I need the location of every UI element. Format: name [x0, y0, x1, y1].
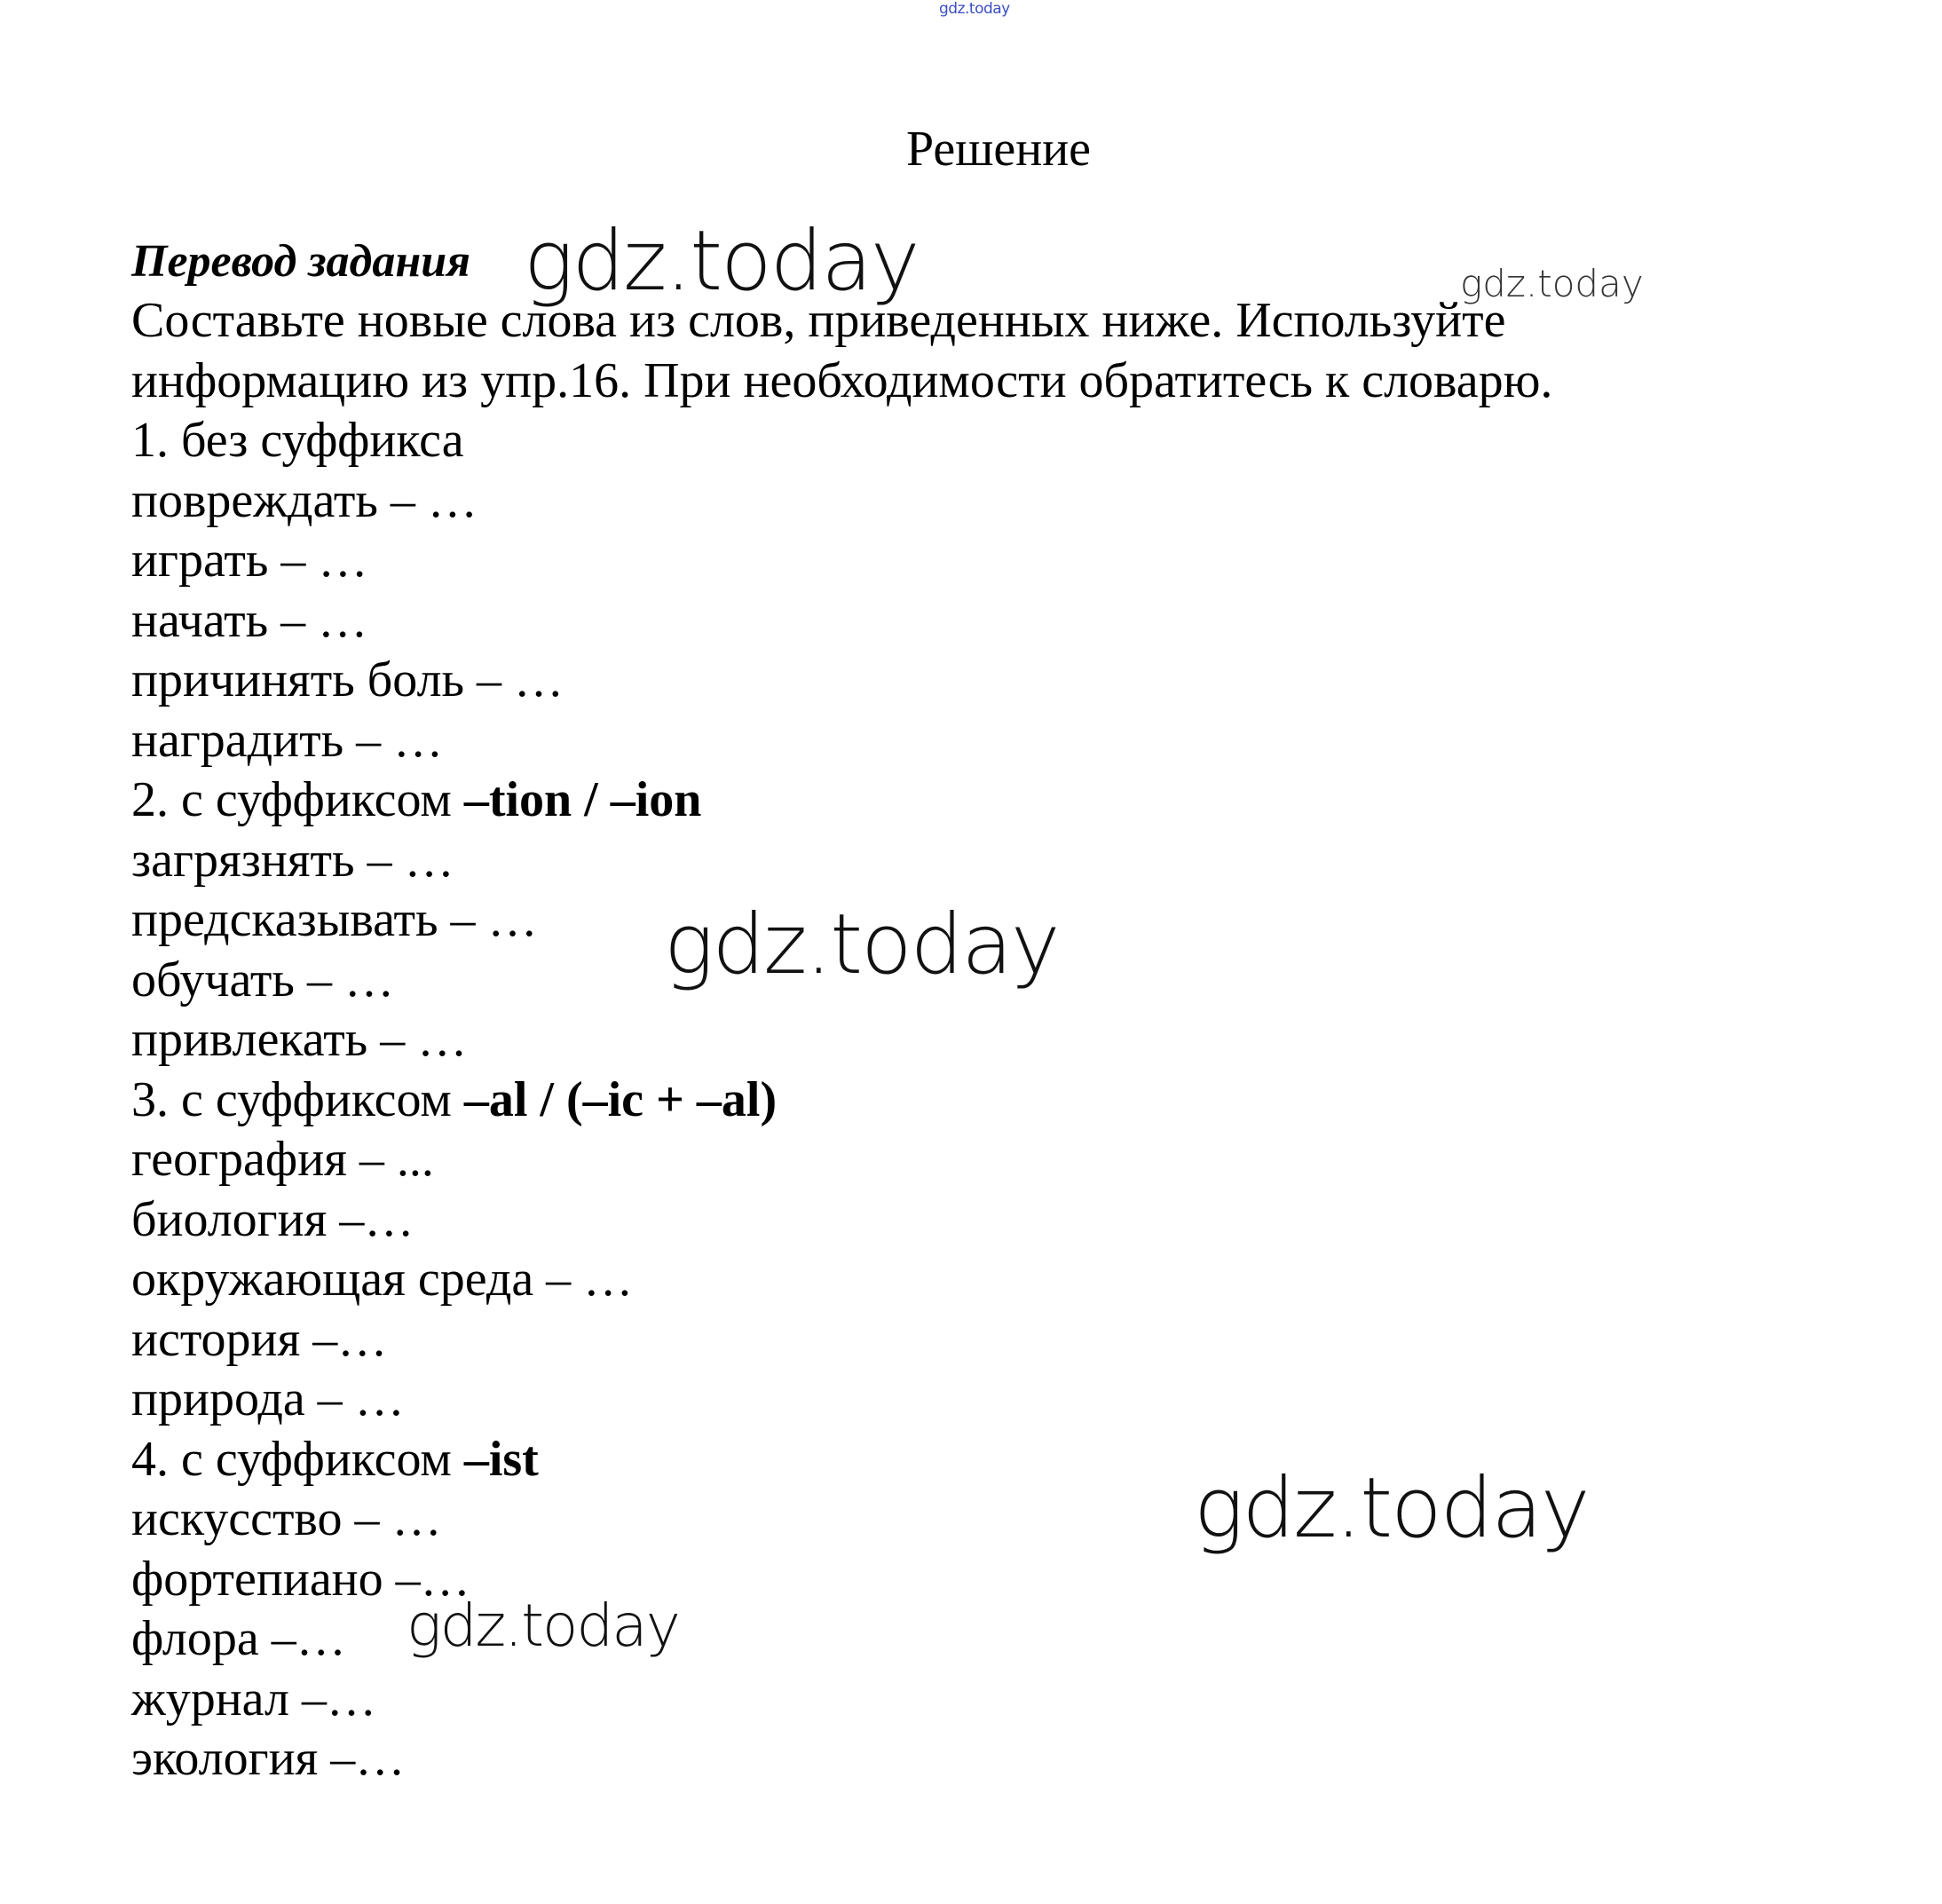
section-2-title	[131, 770, 777, 831]
watermark: gdz.today	[407, 1592, 679, 1660]
list-item: искусство – …	[131, 1491, 442, 1546]
section-3-title	[131, 1071, 777, 1131]
list-item: биология –…	[131, 1191, 414, 1247]
watermark: gdz.today	[664, 897, 1059, 993]
list-item: окружающая среда – …	[131, 1252, 634, 1307]
list-item: флора –…	[131, 1611, 346, 1666]
list-item: природа – …	[131, 1371, 405, 1426]
list-item: причинять боль – …	[131, 652, 564, 707]
page-title: Решение	[905, 122, 1092, 177]
watermark: gdz.today	[524, 213, 919, 310]
list-item: фортепиано –…	[131, 1551, 470, 1607]
list-item: география – ...	[131, 1132, 434, 1187]
list-item: привлекать – …	[131, 1012, 468, 1067]
list-item: начать – …	[131, 592, 368, 648]
section-4-suffix: –ist	[463, 1431, 539, 1487]
list-item: играть – …	[131, 533, 368, 588]
section-3-label: 3. с суффиксом	[131, 1071, 464, 1127]
list-item: предсказывать – …	[131, 892, 538, 947]
list-item: обучать – …	[131, 952, 394, 1007]
list-item: загрязнять – …	[131, 832, 454, 888]
list-item: история –…	[131, 1311, 388, 1367]
section-3-suffix: –al / (–ic + –al)	[463, 1071, 778, 1127]
section-2-suffix: –tion / –ion	[463, 772, 702, 827]
section-heading: Перевод задания	[131, 236, 470, 287]
list-item: повреждать – …	[131, 472, 478, 528]
watermark: gdz.today	[1460, 262, 1644, 305]
instruction-line-2: информацию из упр.16. При необходимости обратитесь к словарю.	[131, 352, 1553, 408]
instruction-line-1: Составьте новые слова из слов, приведенных ниже. Используйте	[131, 293, 1506, 348]
watermark: gdz.today	[1194, 1460, 1589, 1557]
list-item: наградить – …	[131, 712, 444, 768]
section-2-label: 2. с суффиксом	[131, 772, 464, 827]
section-4-label: 4. с суффиксом	[131, 1431, 464, 1487]
section-1-title: 1. без суффикса	[131, 413, 464, 468]
section-4-title	[131, 1430, 777, 1490]
list-item: журнал –…	[131, 1671, 376, 1726]
watermark-top: gdz.today	[939, 0, 1010, 18]
word-list	[131, 411, 777, 1789]
list-item: экология –…	[131, 1731, 406, 1786]
